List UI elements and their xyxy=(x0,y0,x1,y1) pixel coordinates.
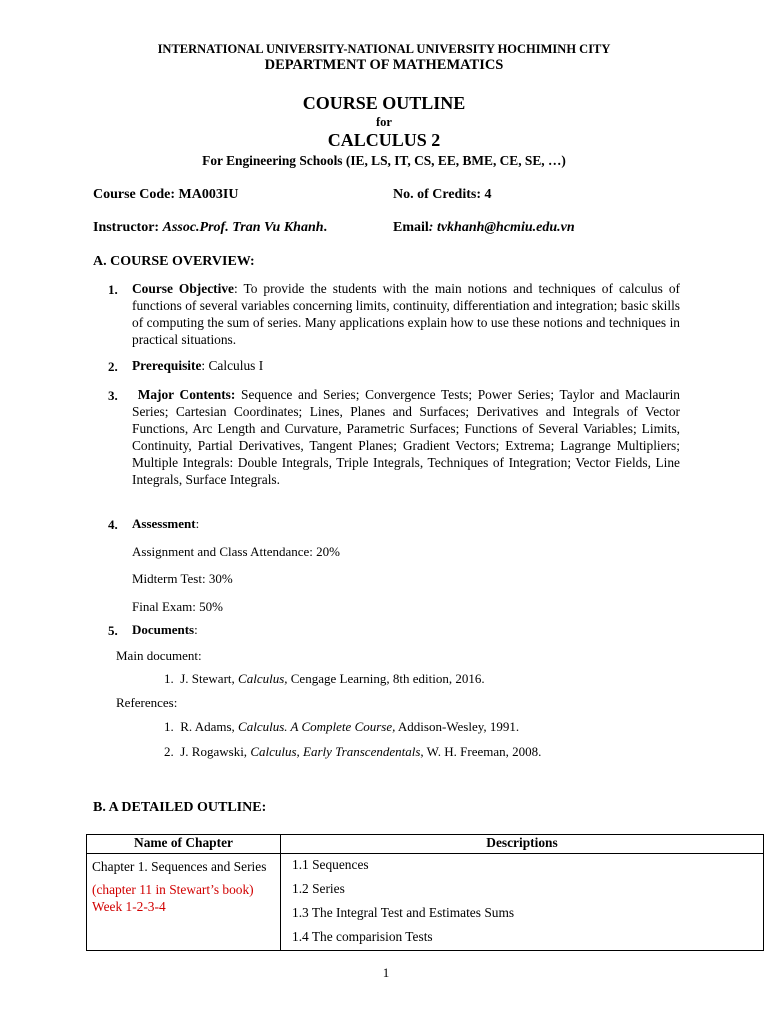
list-number: 1. xyxy=(164,671,174,686)
table-row xyxy=(87,854,764,951)
outline-table xyxy=(86,834,764,951)
assessment-heading xyxy=(132,516,199,532)
reference-publisher: , W. H. Freeman, 2008. xyxy=(420,744,542,759)
list-number: 1. xyxy=(164,719,174,734)
prerequisite xyxy=(132,358,680,375)
contents-number: 3. xyxy=(108,388,118,403)
column-header-descriptions: Descriptions xyxy=(281,835,764,854)
instructor-end: . xyxy=(323,220,328,235)
assessment-item: Final Exam: 50% xyxy=(132,599,223,614)
instructor-line xyxy=(93,220,327,236)
column-header-chapter: Name of Chapter xyxy=(87,835,281,854)
course-code: Course Code: MA003IU xyxy=(93,187,239,202)
email-label: Email xyxy=(393,220,429,235)
course-name: CALCULUS 2 xyxy=(327,130,441,150)
reference-author: J. Stewart, xyxy=(180,671,239,686)
reference-item xyxy=(164,744,541,760)
course-objective xyxy=(132,281,680,349)
contents-text: Sequence and Series; Convergence Tests; Power Series; Taylor and Maclaurin Series; Cartesian Coordinates; Lines, Planes and Surfaces; Derivatives and Integrals of Vector Functions, Arc Length and Curvature, Parametric Surfaces; Functions of Several Variables; Limits, Continuity, Partial Derivatives, Tangent Planes; Gradient Vectors; Extrema; Lagrange Multipliers; Multiple Integrals: Double Integrals, Triple Integrals, Techniques of Integration; Vector Fields, Line Integrals, Surface Integrals. xyxy=(132,387,680,487)
reference-author: J. Rogawski, xyxy=(180,744,251,759)
documents-colon: : xyxy=(194,622,198,637)
objective-label: Course Objective xyxy=(132,281,234,296)
reference-publisher: Cengage Learning, 8th edition, 2016. xyxy=(287,671,485,686)
prerequisite-text: : Calculus I xyxy=(201,358,264,373)
documents-number: 5. xyxy=(108,623,118,638)
references-label: References: xyxy=(116,695,178,710)
department-name: DEPARTMENT OF MATHEMATICS xyxy=(264,57,504,73)
section-a-heading: A. COURSE OVERVIEW: xyxy=(93,254,255,269)
description-item: 1.4 The comparision Tests xyxy=(292,929,433,944)
chapter-name: Chapter 1. Sequences and Series xyxy=(92,859,267,874)
description-item: 1.3 The Integral Test and Estimates Sums xyxy=(292,905,515,920)
chapter-cell xyxy=(87,854,281,951)
reference-item xyxy=(164,719,519,735)
assessment-number: 4. xyxy=(108,517,118,532)
assessment-item: Assignment and Class Attendance: 20% xyxy=(132,544,340,559)
description-cell xyxy=(281,854,764,951)
reference-publisher: Addison-Wesley, 1991. xyxy=(395,719,520,734)
chapter-note: (chapter 11 in Stewart’s book) Week 1-2-3-4 xyxy=(92,882,254,914)
contents-label: Major Contents: xyxy=(137,387,236,402)
page-number: 1 xyxy=(382,965,390,980)
reference-author: R. Adams, xyxy=(180,719,239,734)
description-item: 1.2 Series xyxy=(292,881,345,896)
table-header-row xyxy=(87,835,764,854)
email-value: : tvkhanh@hcmiu.edu.vn xyxy=(428,220,575,235)
prerequisite-label: Prerequisite xyxy=(132,358,202,373)
assessment-item: Midterm Test: 30% xyxy=(132,571,233,586)
main-document-label: Main document: xyxy=(116,648,202,663)
section-b-heading: B. A DETAILED OUTLINE: xyxy=(93,800,267,815)
documents-heading xyxy=(132,622,198,638)
instructor-label: Instructor: xyxy=(93,220,163,235)
course-audience: For Engineering Schools (IE, LS, IT, CS, EE, BME, CE, SE, …) xyxy=(202,153,566,168)
documents-label: Documents xyxy=(132,622,195,637)
university-name: INTERNATIONAL UNIVERSITY-NATIONAL UNIVERSITY HOCHIMINH CITY xyxy=(157,42,611,56)
reference-title: Calculus. A Complete Course, xyxy=(238,719,396,734)
email-line xyxy=(393,220,575,236)
assessment-colon: : xyxy=(195,516,200,531)
prerequisite-number: 2. xyxy=(108,359,118,374)
instructor-name: Assoc.Prof. Tran Vu Khanh xyxy=(162,220,324,235)
reference-title: Calculus, Early Transcendentals xyxy=(250,744,421,759)
major-contents xyxy=(132,387,680,488)
page-title: COURSE OUTLINE xyxy=(302,93,466,113)
reference-title: Calculus, xyxy=(238,671,288,686)
list-number: 2. xyxy=(164,744,174,759)
description-item: 1.1 Sequences xyxy=(292,857,369,872)
assessment-label: Assessment xyxy=(132,516,196,531)
credits: No. of Credits: 4 xyxy=(393,187,492,202)
objective-number: 1. xyxy=(108,282,118,297)
objective-text: : To provide the students with the main notions and techniques of calculus of functions of several variables concerning limits, continuity, differentiation and integration; basic skills of computing the sum of series. Many applications explain how to use these notions and techniques in practical situations. xyxy=(132,281,680,347)
title-for: for xyxy=(376,115,392,129)
main-document-item xyxy=(164,671,485,687)
